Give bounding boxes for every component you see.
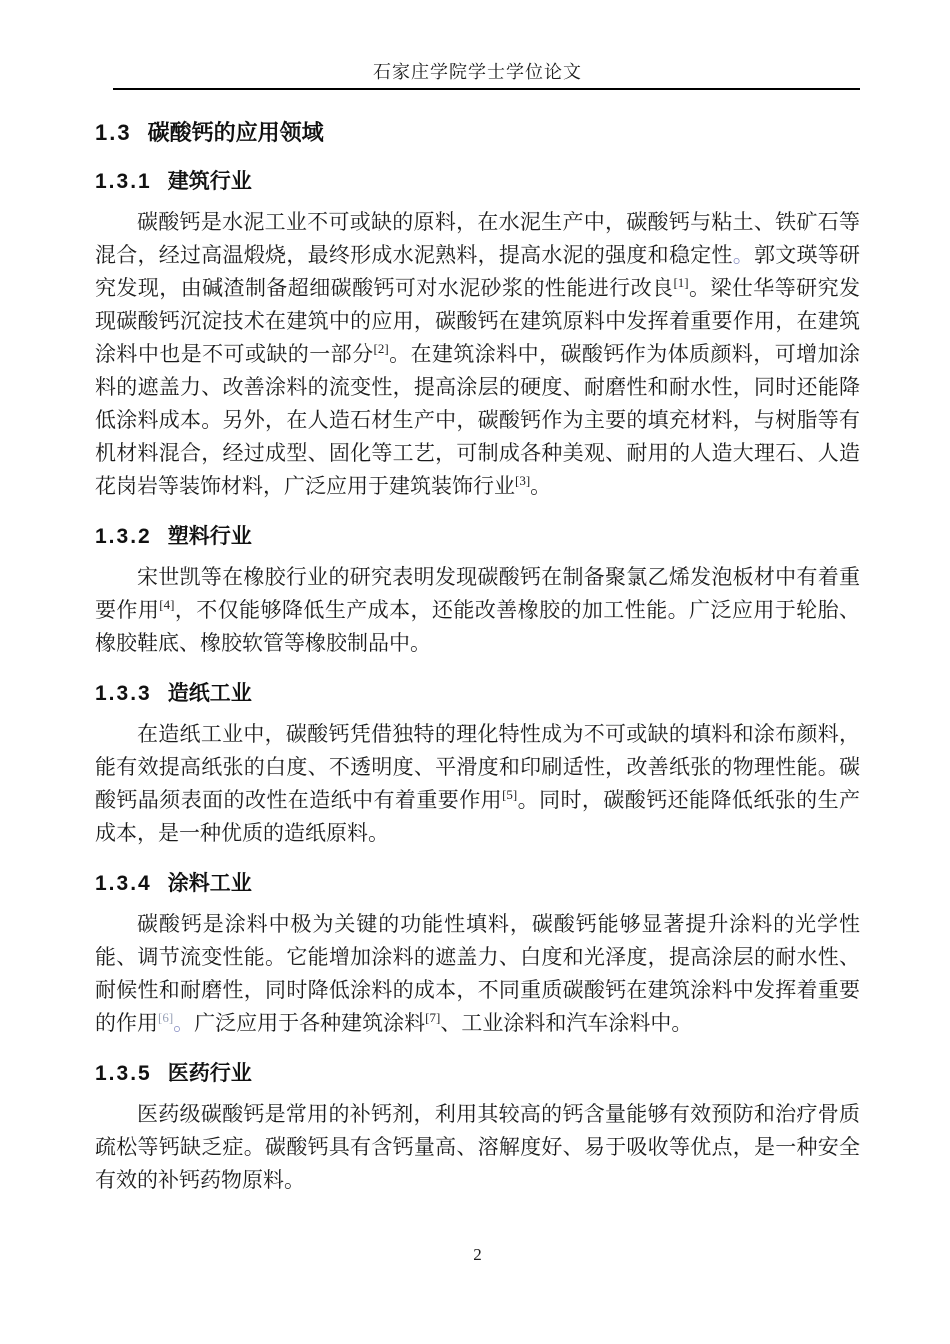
text-run: 。梁仕华等研究发现碳酸钙沉淀技术在建筑中的应用，碳酸钙在建筑原料中发挥着重要作用，在建筑涂料中也是不可或缺的一部分 (95, 276, 860, 366)
text-run: 。 (173, 1011, 195, 1035)
running-header: 石家庄学院学士学位论文 (373, 62, 582, 82)
subsection-heading-pharma (95, 1060, 860, 1088)
subsection-heading-papermaking (95, 680, 860, 708)
paragraph-plastics (95, 561, 860, 660)
section-title-text: 碳酸钙的应用领域 (147, 120, 324, 145)
subsection-number: 1.3.2 (95, 525, 152, 548)
subsection-number: 1.3.5 (95, 1062, 152, 1085)
text-run: 。 (530, 474, 552, 498)
text-run: 。 (732, 243, 754, 267)
subsection-title-text: 涂料工业 (167, 872, 252, 895)
text-run: ，不仅能够降低生产成本，还能改善橡胶的加工性能。广泛应用于轮胎、橡胶鞋底、橡胶软管等橡胶制品中。 (95, 598, 861, 655)
text-run: 医药级碳酸钙是常用的补钙剂，利用其较高的钙含量能够有效预防和治疗骨质疏松等钙缺乏症。碳酸钙具有含钙量高、溶解度好、易于吸收等优点，是一种安全有效的补钙药物原料。 (95, 1102, 860, 1192)
citation-superscript: [3] (515, 473, 531, 488)
text-run: 郭文瑛等研究发现，由碱渣制备超细碳酸钙可对水泥砂浆的性能进行改良 (95, 243, 861, 300)
subsection-title-text: 医药行业 (167, 1062, 252, 1085)
subsection-title-text: 建筑行业 (167, 170, 252, 193)
subsection-number: 1.3.1 (95, 170, 152, 193)
citation-superscript: [7] (425, 1010, 441, 1025)
paragraph-pharma (95, 1098, 860, 1197)
citation-superscript: [2] (373, 341, 389, 356)
paragraph-coatings (95, 908, 860, 1040)
header-rule (113, 88, 860, 90)
text-run: 。在建筑涂料中，碳酸钙作为体质颜料，可增加涂料的遮盖力、改善涂料的流变性，提高涂层的硬度、耐磨性和耐水性，同时还能降低涂料成本。另外，在人造石材生产中，碳酸钙作为主要的填充材料，与树脂等有机材料混合，经过成型、固化等工艺，可制成各种美观、耐用的人造大理石、人造花岗岩等装饰材料，广泛应用于建筑装饰行业 (95, 342, 861, 498)
subsection-title-text: 塑料行业 (167, 525, 252, 548)
text-run: 宋世凯等在橡胶行业的研究表明发现碳酸钙在制备聚氯乙烯发泡板材中有着重要作用 (95, 565, 860, 622)
text-run: 碳酸钙是涂料中极为关键的功能性填料，碳酸钙能够显著提升涂料的光学性能、调节流变性能。它能增加涂料的遮盖力、白度和光泽度，提高涂层的耐水性、耐候性和耐磨性，同时降低涂料的成本，不同重质碳酸钙在建筑涂料中发挥着重要的作用 (95, 912, 860, 1035)
citation-superscript: [1] (673, 275, 689, 290)
subsection-number: 1.3.3 (95, 682, 152, 705)
section-heading (95, 118, 860, 148)
text-run: 在造纸工业中，碳酸钙凭借独特的理化特性成为不可或缺的填料和涂布颜料，能有效提高纸张的白度、不透明度、平滑度和印刷适性，改善纸张的物理性能。碳酸钙晶须表面的改性在造纸中有着重要作用 (95, 722, 860, 812)
text-run: 碳酸钙是水泥工业不可或缺的原料，在水泥生产中，碳酸钙与粘土、铁矿石等混合，经过高温煅烧，最终形成水泥熟料，提高水泥的强度和稳定性 (95, 210, 860, 267)
section-number: 1.3 (95, 120, 132, 145)
page-number: 2 (473, 1245, 482, 1264)
subsection-title-text: 造纸工业 (167, 682, 252, 705)
citation-superscript: [6] (158, 1010, 174, 1025)
citation-superscript: [4] (159, 597, 175, 612)
subsection-heading-construction (95, 168, 860, 196)
paragraph-papermaking (95, 718, 860, 850)
subsection-heading-coatings (95, 870, 860, 898)
text-run: 、工业涂料和汽车涂料中。 (440, 1011, 693, 1035)
subsection-heading-plastics (95, 523, 860, 551)
paragraph-construction (95, 206, 860, 503)
text-run: 广泛应用于各种建筑涂料 (194, 1011, 426, 1035)
subsection-number: 1.3.4 (95, 872, 152, 895)
text-run: 。同时，碳酸钙还能降低纸张的生产成本，是一种优质的造纸原料。 (95, 788, 861, 845)
citation-superscript: [5] (502, 787, 518, 802)
